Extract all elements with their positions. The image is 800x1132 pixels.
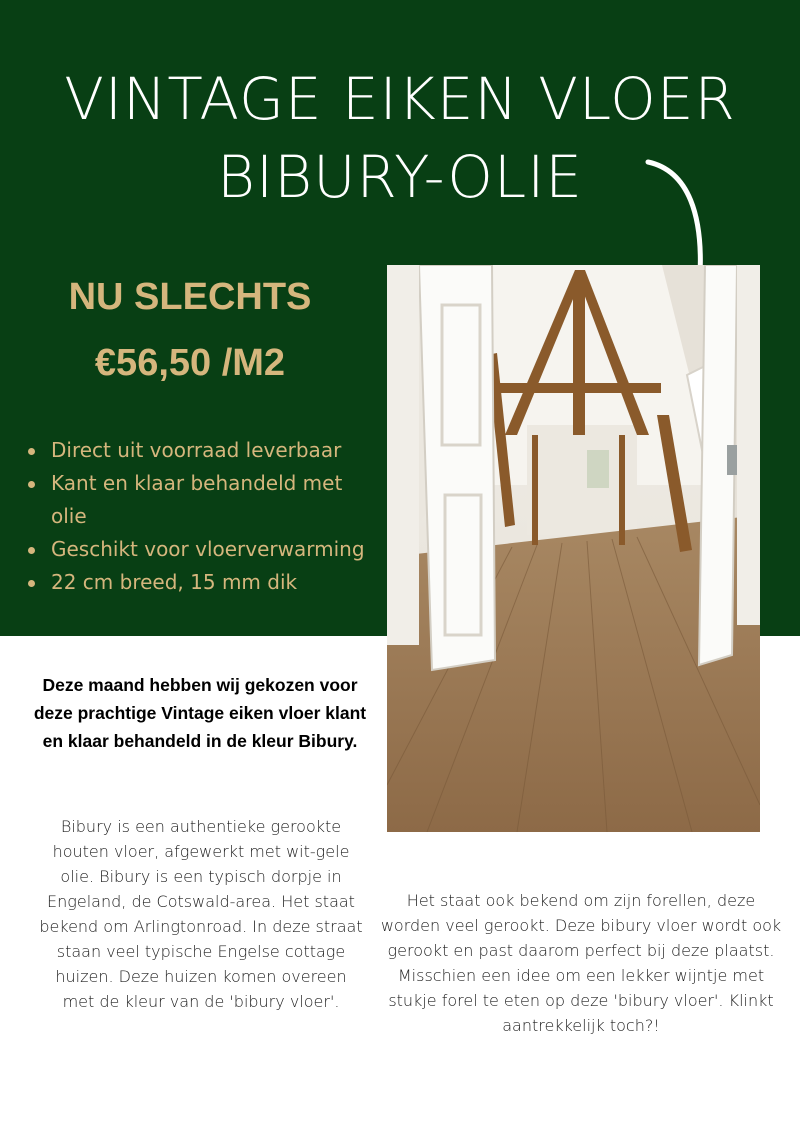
feature-text: Geschikt voor vloerverwarming [51,537,365,561]
feature-text: 22 cm breed, 15 mm dik [51,570,298,594]
description-paragraph-left: Bibury is een authentieke gerookte houten vloer, afgewerkt met wit-gele olie. Bibury is een typisch dorpje in Engeland, de Cotswald-area. Het staat bekend om Arlingtonroad. In deze straat staan veel typische Engelse cottage huizen. Deze huizen komen overeen met de kleur van de 'bibury vloer'. [39,817,363,1011]
bullet-icon [28,481,35,488]
intro-text: Deze maand hebben wij gekozen voor deze prachtige Vintage eiken vloer klant en klaar behandeld in de kleur Bibury. [33,675,367,751]
feature-item [26,566,371,599]
title-line-1: VINTAGE EIKEN VLOER [64,65,736,133]
feature-text: Kant en klaar behandeld met olie [51,471,343,528]
bullet-icon [28,547,35,554]
feature-item [26,434,371,467]
feature-text: Direct uit voorraad leverbaar [51,438,342,462]
title-line-2: BIBURY-OLIE [217,143,583,211]
promo-price: €56,50 /M2 [94,342,286,384]
attic-floor-photo [387,265,760,832]
feature-item [26,467,371,533]
promo-label: NU SLECHTS [68,276,312,318]
feature-item [26,533,371,566]
bullet-icon [28,580,35,587]
feature-list [26,434,371,599]
bullet-icon [28,448,35,455]
description-paragraph-right: Het staat ook bekend om zijn forellen, deze worden veel gerookt. Deze bibury vloer wordt ook gerookt en past daarom perfect bij deze plaatst. Misschien een idee om een lekker wijntje met stukje forel te eten op deze 'bibury vloer'. Klinkt aantrekkelijk toch?! [380,891,782,1035]
attic-room-illustration [387,265,760,832]
